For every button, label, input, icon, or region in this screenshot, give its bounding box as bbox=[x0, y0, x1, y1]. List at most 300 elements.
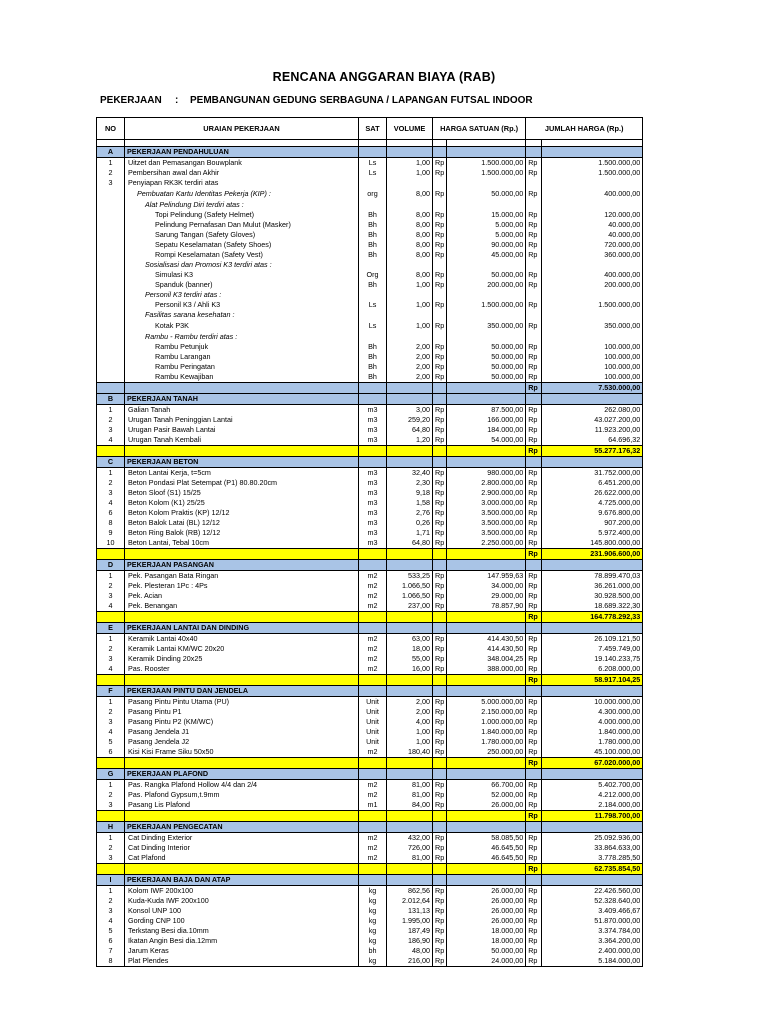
subtotal-cell bbox=[433, 446, 447, 457]
row-unit-price: 414.430,50 bbox=[447, 644, 526, 654]
row-unit-price: 2.900.000,00 bbox=[447, 488, 526, 498]
row-unit-price: 26.000,00 bbox=[447, 896, 526, 906]
row-unit-price-currency: Rp bbox=[433, 250, 447, 260]
section-title: PEKERJAAN PLAFOND bbox=[125, 769, 359, 780]
row-description: Cat Dinding Interior bbox=[125, 843, 359, 853]
subtotal-cell bbox=[433, 758, 447, 769]
section-cell bbox=[359, 623, 387, 634]
row-unit: m3 bbox=[359, 435, 387, 446]
subtotal-cell bbox=[359, 549, 387, 560]
row-volume: 48,00 bbox=[387, 946, 433, 956]
section-cell bbox=[433, 147, 447, 158]
row-unit-price-currency: Rp bbox=[433, 707, 447, 717]
row-unit-price-currency bbox=[433, 332, 447, 342]
row-unit: Unit bbox=[359, 707, 387, 717]
section-cell bbox=[542, 560, 643, 571]
subtotal-cell bbox=[359, 811, 387, 822]
row-unit bbox=[359, 260, 387, 270]
row-total-currency: Rp bbox=[526, 220, 542, 230]
row-unit: Ls bbox=[359, 320, 387, 332]
row-number: 2 bbox=[97, 790, 125, 800]
row-unit-price-currency: Rp bbox=[433, 488, 447, 498]
table-row bbox=[97, 168, 643, 178]
row-total: 18.689.322,30 bbox=[542, 601, 643, 612]
row-description: Keramik Dinding 20x25 bbox=[125, 654, 359, 664]
row-unit-price: 24.000,00 bbox=[447, 956, 526, 967]
row-unit-price-currency: Rp bbox=[433, 415, 447, 425]
row-unit-price-currency: Rp bbox=[433, 601, 447, 612]
row-unit-price-currency: Rp bbox=[433, 737, 447, 747]
section-cell bbox=[387, 560, 433, 571]
row-unit: Ls bbox=[359, 158, 387, 169]
row-volume: 187,49 bbox=[387, 926, 433, 936]
subtotal-row bbox=[97, 758, 643, 769]
row-unit: m2 bbox=[359, 654, 387, 664]
table-row bbox=[97, 926, 643, 936]
section-title: PEKERJAAN PASANGAN bbox=[125, 560, 359, 571]
table-row bbox=[97, 956, 643, 967]
row-unit-price: 5.000.000,00 bbox=[447, 697, 526, 708]
row-description: Sosialisasi dan Promosi K3 terdiri atas : bbox=[125, 260, 359, 270]
row-unit: Bh bbox=[359, 210, 387, 220]
row-volume: 2,00 bbox=[387, 697, 433, 708]
row-number: 4 bbox=[97, 664, 125, 675]
row-volume: 533,25 bbox=[387, 571, 433, 582]
section-cell bbox=[359, 822, 387, 833]
row-unit-price: 5.000,00 bbox=[447, 220, 526, 230]
row-description: Rambu Petunjuk bbox=[125, 342, 359, 352]
section-row bbox=[97, 457, 643, 468]
row-volume: 180,40 bbox=[387, 747, 433, 758]
section-cell bbox=[542, 623, 643, 634]
row-volume: 2,00 bbox=[387, 362, 433, 372]
row-unit-price-currency: Rp bbox=[433, 780, 447, 791]
row-unit: m2 bbox=[359, 664, 387, 675]
table-row bbox=[97, 634, 643, 645]
row-total: 6.451.200,00 bbox=[542, 478, 643, 488]
row-description: Kotak P3K bbox=[125, 320, 359, 332]
row-number: 1 bbox=[97, 886, 125, 897]
table-row bbox=[97, 717, 643, 727]
row-description: Pas. Rooster bbox=[125, 664, 359, 675]
row-unit: m3 bbox=[359, 425, 387, 435]
table-row bbox=[97, 906, 643, 916]
row-unit: kg bbox=[359, 936, 387, 946]
section-title: PEKERJAAN PENDAHULUAN bbox=[125, 147, 359, 158]
row-total-currency: Rp bbox=[526, 581, 542, 591]
subtotal-cell bbox=[387, 811, 433, 822]
row-volume: 1,71 bbox=[387, 528, 433, 538]
row-unit-price-currency: Rp bbox=[433, 342, 447, 352]
row-unit-price: 2.250.000,00 bbox=[447, 538, 526, 549]
row-unit bbox=[359, 290, 387, 300]
table-row bbox=[97, 896, 643, 906]
section-cell bbox=[447, 457, 526, 468]
row-unit-price-currency: Rp bbox=[433, 498, 447, 508]
table-row bbox=[97, 332, 643, 342]
row-unit: m3 bbox=[359, 528, 387, 538]
table-row bbox=[97, 310, 643, 320]
row-unit-price bbox=[447, 178, 526, 188]
table-row bbox=[97, 425, 643, 435]
row-total-currency: Rp bbox=[526, 538, 542, 549]
row-number bbox=[97, 280, 125, 290]
row-description: Beton Sloof (S1) 15/25 bbox=[125, 488, 359, 498]
row-unit-price: 200.000,00 bbox=[447, 280, 526, 290]
row-unit-price-currency: Rp bbox=[433, 372, 447, 383]
row-unit: Ls bbox=[359, 168, 387, 178]
row-total-currency: Rp bbox=[526, 372, 542, 383]
table-row bbox=[97, 737, 643, 747]
table-row bbox=[97, 415, 643, 425]
row-description: Beton Balok Latai (BL) 12/12 bbox=[125, 518, 359, 528]
subtotal-cell bbox=[125, 758, 359, 769]
row-total-currency: Rp bbox=[526, 435, 542, 446]
row-description: Topi Pelindung (Safety Helmet) bbox=[125, 210, 359, 220]
section-title: PEKERJAAN LANTAI DAN DINDING bbox=[125, 623, 359, 634]
section-cell bbox=[542, 822, 643, 833]
row-unit-price-currency: Rp bbox=[433, 158, 447, 169]
section-letter: H bbox=[97, 822, 125, 833]
row-description: Terkstang Besi dia.10mm bbox=[125, 926, 359, 936]
table-row bbox=[97, 405, 643, 416]
row-total: 120.000,00 bbox=[542, 210, 643, 220]
row-description: Beton Kolom (K1) 25/25 bbox=[125, 498, 359, 508]
table-row bbox=[97, 727, 643, 737]
row-description: Penyiapan RK3K terdiri atas bbox=[125, 178, 359, 188]
row-volume: 1,00 bbox=[387, 280, 433, 290]
row-unit-price: 15.000,00 bbox=[447, 210, 526, 220]
table-row bbox=[97, 220, 643, 230]
col-header-jumlah-harga: JUMLAH HARGA (Rp.) bbox=[526, 118, 643, 140]
row-volume: 1,00 bbox=[387, 320, 433, 332]
row-total: 2.184.000,00 bbox=[542, 800, 643, 811]
row-number: 3 bbox=[97, 488, 125, 498]
row-unit-price-currency: Rp bbox=[433, 634, 447, 645]
row-unit-price-currency: Rp bbox=[433, 352, 447, 362]
row-unit: m2 bbox=[359, 780, 387, 791]
row-total-currency: Rp bbox=[526, 634, 542, 645]
row-unit-price-currency: Rp bbox=[433, 478, 447, 488]
row-unit-price-currency: Rp bbox=[433, 468, 447, 479]
section-cell bbox=[542, 769, 643, 780]
section-letter: F bbox=[97, 686, 125, 697]
subtotal-cell bbox=[125, 612, 359, 623]
row-unit-price-currency: Rp bbox=[433, 581, 447, 591]
row-unit-price: 18.000,00 bbox=[447, 926, 526, 936]
row-number: 6 bbox=[97, 936, 125, 946]
row-total-currency: Rp bbox=[526, 717, 542, 727]
row-description: Pasang Pintu Pintu Utama (PU) bbox=[125, 697, 359, 708]
section-title: PEKERJAAN TANAH bbox=[125, 394, 359, 405]
row-unit-price-currency: Rp bbox=[433, 362, 447, 372]
row-number bbox=[97, 210, 125, 220]
row-total-currency bbox=[526, 200, 542, 210]
row-total-currency: Rp bbox=[526, 168, 542, 178]
row-volume: 18,00 bbox=[387, 644, 433, 654]
row-unit-price: 166.000,00 bbox=[447, 415, 526, 425]
subtotal-amount: 164.778.292,33 bbox=[542, 612, 643, 623]
row-description: Ikatan Angin Besi dia.12mm bbox=[125, 936, 359, 946]
table-row bbox=[97, 800, 643, 811]
row-unit-price bbox=[447, 332, 526, 342]
row-total: 1.500.000,00 bbox=[542, 158, 643, 169]
row-total: 26.622.000,00 bbox=[542, 488, 643, 498]
row-total: 11.923.200,00 bbox=[542, 425, 643, 435]
table-row bbox=[97, 240, 643, 250]
subtotal-cell bbox=[433, 675, 447, 686]
col-header-no: NO bbox=[97, 118, 125, 140]
subtotal-cell bbox=[359, 383, 387, 394]
row-unit-price: 50.000,00 bbox=[447, 342, 526, 352]
subtotal-cell bbox=[359, 864, 387, 875]
row-total-currency: Rp bbox=[526, 320, 542, 332]
row-description: Cat Plafond bbox=[125, 853, 359, 864]
row-unit-price: 980.000,00 bbox=[447, 468, 526, 479]
row-total: 5.972.400,00 bbox=[542, 528, 643, 538]
row-unit: Bh bbox=[359, 230, 387, 240]
row-unit-price: 26.000,00 bbox=[447, 916, 526, 926]
row-number: 5 bbox=[97, 737, 125, 747]
row-description: Pas. Plafond Gypsum,t.9mm bbox=[125, 790, 359, 800]
row-unit: m1 bbox=[359, 800, 387, 811]
table-row bbox=[97, 528, 643, 538]
row-total-currency: Rp bbox=[526, 498, 542, 508]
row-total: 720.000,00 bbox=[542, 240, 643, 250]
row-total-currency: Rp bbox=[526, 853, 542, 864]
subtotal-cell bbox=[447, 446, 526, 457]
col-header-volume: VOLUME bbox=[387, 118, 433, 140]
row-volume: 1,00 bbox=[387, 737, 433, 747]
row-volume: 8,00 bbox=[387, 230, 433, 240]
section-row bbox=[97, 560, 643, 571]
row-unit-price: 1.780.000,00 bbox=[447, 737, 526, 747]
col-header-harga-satuan: HARGA SATUAN (Rp.) bbox=[433, 118, 526, 140]
row-volume bbox=[387, 332, 433, 342]
row-total bbox=[542, 310, 643, 320]
row-number bbox=[97, 240, 125, 250]
row-number: 2 bbox=[97, 415, 125, 425]
row-total: 1.500.000,00 bbox=[542, 168, 643, 178]
col-header-uraian: URAIAN PEKERJAAN bbox=[125, 118, 359, 140]
section-cell bbox=[447, 822, 526, 833]
row-unit-price-currency: Rp bbox=[433, 800, 447, 811]
row-unit-price: 18.000,00 bbox=[447, 936, 526, 946]
subtotal-cell bbox=[447, 864, 526, 875]
row-volume: 1.066,50 bbox=[387, 581, 433, 591]
table-body bbox=[97, 140, 643, 967]
row-unit-price: 1.500.000,00 bbox=[447, 300, 526, 310]
subtotal-cell bbox=[387, 446, 433, 457]
row-unit: m2 bbox=[359, 634, 387, 645]
table-row bbox=[97, 280, 643, 290]
row-unit-price bbox=[447, 290, 526, 300]
row-total-currency: Rp bbox=[526, 886, 542, 897]
section-cell bbox=[433, 769, 447, 780]
row-volume: 3,00 bbox=[387, 405, 433, 416]
row-total-currency: Rp bbox=[526, 697, 542, 708]
row-volume: 2,00 bbox=[387, 707, 433, 717]
subtotal-cell bbox=[447, 811, 526, 822]
row-unit: m3 bbox=[359, 538, 387, 549]
section-cell bbox=[526, 686, 542, 697]
row-number: 2 bbox=[97, 168, 125, 178]
row-volume bbox=[387, 178, 433, 188]
row-unit-price-currency: Rp bbox=[433, 571, 447, 582]
row-unit: m3 bbox=[359, 498, 387, 508]
section-letter: A bbox=[97, 147, 125, 158]
table-row bbox=[97, 916, 643, 926]
row-unit: m3 bbox=[359, 488, 387, 498]
row-unit-price-currency: Rp bbox=[433, 168, 447, 178]
section-cell bbox=[447, 623, 526, 634]
row-unit-price-currency bbox=[433, 290, 447, 300]
table-row bbox=[97, 478, 643, 488]
row-number bbox=[97, 220, 125, 230]
section-cell bbox=[387, 147, 433, 158]
row-volume: 8,00 bbox=[387, 250, 433, 260]
subtotal-amount: 7.530.000,00 bbox=[542, 383, 643, 394]
row-unit-price-currency: Rp bbox=[433, 280, 447, 290]
row-unit-price-currency: Rp bbox=[433, 240, 447, 250]
row-description: Pek. Plesteran 1Pc : 4Ps bbox=[125, 581, 359, 591]
row-unit-price-currency: Rp bbox=[433, 790, 447, 800]
row-unit-price: 45.000,00 bbox=[447, 250, 526, 260]
section-row bbox=[97, 769, 643, 780]
row-unit: m3 bbox=[359, 405, 387, 416]
row-total-currency: Rp bbox=[526, 415, 542, 425]
row-number bbox=[97, 362, 125, 372]
row-volume: 726,00 bbox=[387, 843, 433, 853]
row-unit-price-currency: Rp bbox=[433, 230, 447, 240]
row-unit-price: 388.000,00 bbox=[447, 664, 526, 675]
subtotal-amount: 62.735.854,50 bbox=[542, 864, 643, 875]
subtotal-currency: Rp bbox=[526, 811, 542, 822]
section-cell bbox=[359, 875, 387, 886]
row-total: 4.000.000,00 bbox=[542, 717, 643, 727]
section-cell bbox=[433, 875, 447, 886]
row-unit-price-currency: Rp bbox=[433, 320, 447, 332]
row-unit: kg bbox=[359, 896, 387, 906]
row-total-currency: Rp bbox=[526, 352, 542, 362]
row-number: 2 bbox=[97, 843, 125, 853]
row-total: 145.800.000,00 bbox=[542, 538, 643, 549]
subtotal-cell bbox=[359, 675, 387, 686]
row-total-currency: Rp bbox=[526, 591, 542, 601]
spacer-cell bbox=[542, 140, 643, 147]
row-number: 10 bbox=[97, 538, 125, 549]
table-row bbox=[97, 250, 643, 260]
section-cell bbox=[387, 394, 433, 405]
subtotal-row bbox=[97, 446, 643, 457]
row-number: 3 bbox=[97, 906, 125, 916]
subtotal-row bbox=[97, 675, 643, 686]
row-number: 1 bbox=[97, 780, 125, 791]
row-description: Kisi Kisi Frame Siku 50x50 bbox=[125, 747, 359, 758]
row-unit-price: 1.500.000,00 bbox=[447, 158, 526, 169]
table-row bbox=[97, 581, 643, 591]
row-total-currency bbox=[526, 332, 542, 342]
row-description: Pasang Jendela J1 bbox=[125, 727, 359, 737]
row-volume: 8,00 bbox=[387, 210, 433, 220]
row-unit-price-currency bbox=[433, 178, 447, 188]
subtotal-cell bbox=[433, 383, 447, 394]
section-row bbox=[97, 147, 643, 158]
row-unit-price-currency: Rp bbox=[433, 936, 447, 946]
row-unit-price-currency: Rp bbox=[433, 717, 447, 727]
row-total: 26.109.121,50 bbox=[542, 634, 643, 645]
subtotal-cell bbox=[387, 864, 433, 875]
row-unit-price-currency: Rp bbox=[433, 435, 447, 446]
row-unit: kg bbox=[359, 886, 387, 897]
row-total: 22.426.560,00 bbox=[542, 886, 643, 897]
row-total-currency: Rp bbox=[526, 488, 542, 498]
row-volume: 2,76 bbox=[387, 508, 433, 518]
row-total-currency: Rp bbox=[526, 158, 542, 169]
subtotal-cell bbox=[125, 675, 359, 686]
table-row bbox=[97, 435, 643, 446]
spacer-cell bbox=[447, 140, 526, 147]
spacer-cell bbox=[387, 140, 433, 147]
spacer-cell bbox=[97, 140, 125, 147]
row-unit-price-currency: Rp bbox=[433, 210, 447, 220]
table-row bbox=[97, 654, 643, 664]
row-number: 2 bbox=[97, 581, 125, 591]
section-row bbox=[97, 875, 643, 886]
row-number bbox=[97, 250, 125, 260]
document-title: RENCANA ANGGARAN BIAYA (RAB) bbox=[272, 70, 496, 84]
row-description: Kuda-Kuda IWF 200x100 bbox=[125, 896, 359, 906]
row-total-currency bbox=[526, 260, 542, 270]
row-description: Pembersihan awal dan Akhir bbox=[125, 168, 359, 178]
row-total-currency: Rp bbox=[526, 896, 542, 906]
row-description: Cat Dinding Exterior bbox=[125, 833, 359, 844]
section-cell bbox=[433, 560, 447, 571]
row-description: Pasang Lis Plafond bbox=[125, 800, 359, 811]
row-number: 3 bbox=[97, 717, 125, 727]
spacer-cell bbox=[433, 140, 447, 147]
row-description: Rompi Keselamatan (Safety Vest) bbox=[125, 250, 359, 260]
row-number: 3 bbox=[97, 800, 125, 811]
section-cell bbox=[447, 686, 526, 697]
section-cell bbox=[359, 457, 387, 468]
row-total: 52.328.640,00 bbox=[542, 896, 643, 906]
subtotal-cell bbox=[125, 549, 359, 560]
row-unit-price: 50.000,00 bbox=[447, 362, 526, 372]
row-unit: Org bbox=[359, 270, 387, 280]
row-number bbox=[97, 372, 125, 383]
row-total-currency: Rp bbox=[526, 210, 542, 220]
section-title: PEKERJAAN BAJA DAN ATAP bbox=[125, 875, 359, 886]
spacer-cell bbox=[526, 140, 542, 147]
subtotal-cell bbox=[447, 758, 526, 769]
table-row bbox=[97, 468, 643, 479]
row-volume: 131,13 bbox=[387, 906, 433, 916]
row-total: 3.409.466,67 bbox=[542, 906, 643, 916]
section-cell bbox=[526, 822, 542, 833]
row-total bbox=[542, 332, 643, 342]
row-total-currency: Rp bbox=[526, 833, 542, 844]
row-number: 3 bbox=[97, 178, 125, 188]
row-description: Spanduk (banner) bbox=[125, 280, 359, 290]
section-letter: B bbox=[97, 394, 125, 405]
row-number: 5 bbox=[97, 926, 125, 936]
row-number: 1 bbox=[97, 571, 125, 582]
row-unit bbox=[359, 332, 387, 342]
subtotal-amount: 231.906.600,00 bbox=[542, 549, 643, 560]
table-row bbox=[97, 790, 643, 800]
subtotal-currency: Rp bbox=[526, 549, 542, 560]
